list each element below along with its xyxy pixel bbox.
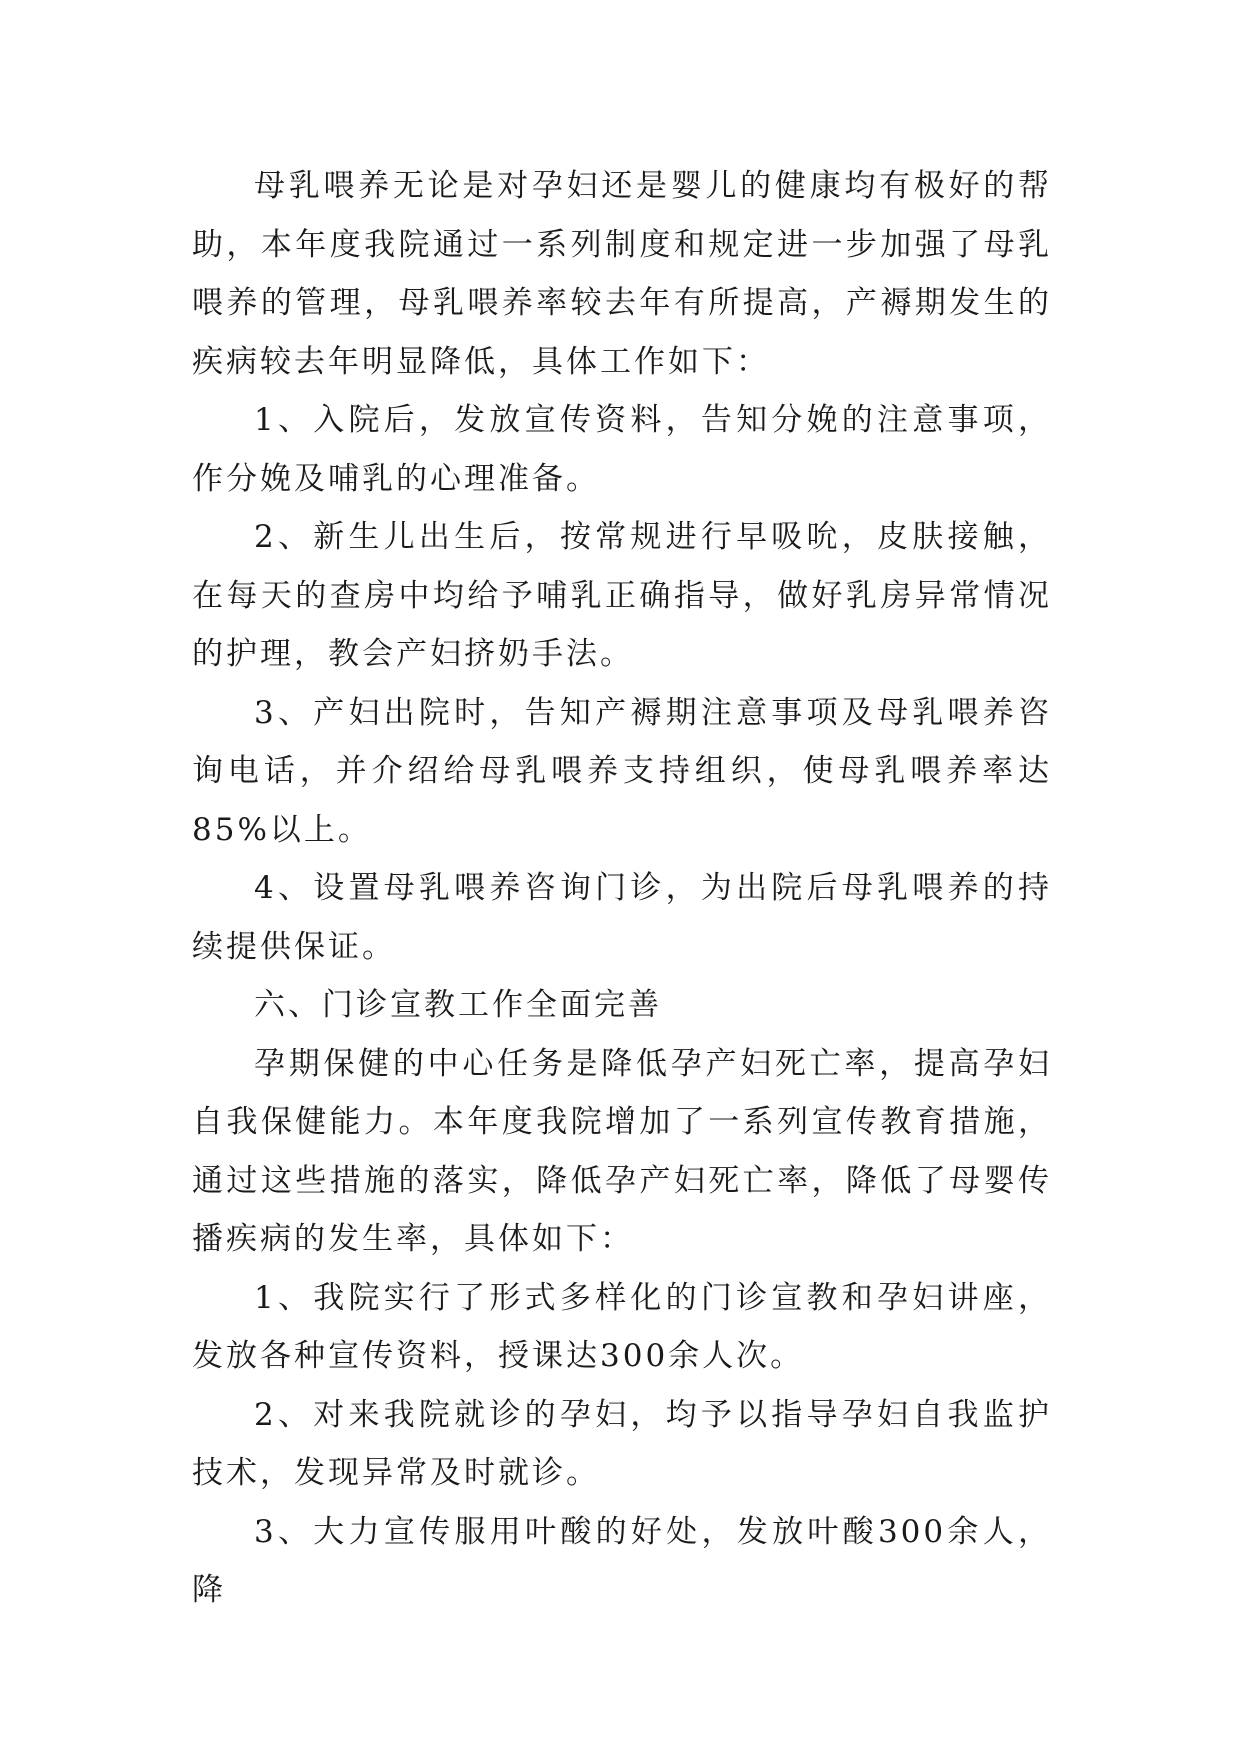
paragraph-outpatient-item-3: 3、大力宣传服用叶酸的好处，发放叶酸300余人，降 [192,1513,1052,1608]
paragraph-outpatient-item-2: 2、对来我院就诊的孕妇，均予以指导孕妇自我监护技术，发现异常及时就诊。 [192,1396,1052,1491]
section-heading: 六、门诊宣教工作全面完善 [254,987,662,1023]
paragraph-intro-outpatient: 孕期保健的中心任务是降低孕产妇死亡率，提高孕妇自我保健能力。本年度我院增加了一系列宣传教育措施，通过这些措施的落实，降低孕产妇死亡率，降低了母婴传播疾病的发生率，具体如下： [192,1045,1052,1257]
document-body [192,157,1052,1620]
paragraph-item-4: 4、设置母乳喂养咨询门诊，为出院后母乳喂养的持续提供保证。 [192,870,1052,965]
paragraph-intro-breastfeeding: 母乳喂养无论是对孕妇还是婴儿的健康均有极好的帮助，本年度我院通过一系列制度和规定进一步加强了母乳喂养的管理，母乳喂养率较去年有所提高，产褥期发生的疾病较去年明显降低，具体工作如下： [192,168,1052,380]
paragraph-item-3: 3、产妇出院时，告知产褥期注意事项及母乳喂养咨询电话，并介绍给母乳喂养支持组织，使母乳喂养率达85%以上。 [192,694,1052,848]
paragraph-outpatient-item-1: 1、我院实行了形式多样化的门诊宣教和孕妇讲座，发放各种宣传资料，授课达300余人次。 [192,1279,1052,1374]
paragraph-item-2: 2、新生儿出生后，按常规进行早吸吮，皮肤接触，在每天的查房中均给予哺乳正确指导，做好乳房异常情况的护理，教会产妇挤奶手法。 [192,519,1052,672]
paragraph-item-1: 1、入院后，发放宣传资料，告知分娩的注意事项，作分娩及哺乳的心理准备。 [192,402,1052,497]
